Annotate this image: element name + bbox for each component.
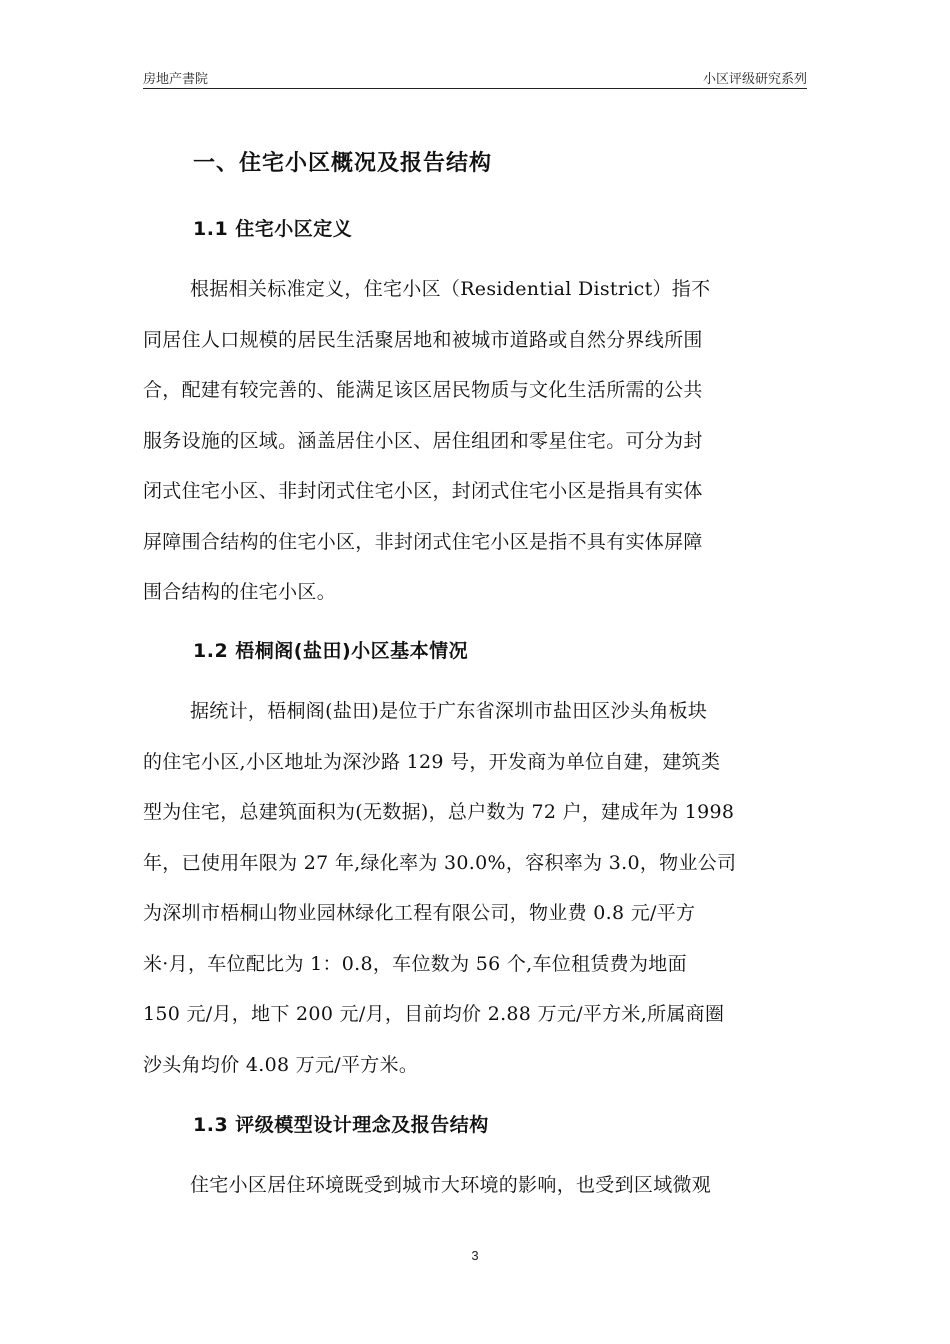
- section-heading-1-3: 1.3 评级模型设计理念及报告结构: [193, 1114, 489, 1136]
- paragraph-line: 据统计，梧桐阁(盐田)是位于广东省深圳市盐田区沙头角板块: [190, 700, 708, 722]
- paragraph-line: 同居住人口规模的居民生活聚居地和被城市道路或自然分界线所围: [143, 328, 703, 351]
- paragraph-line: 沙头角均价 4.08 万元/平方米。: [143, 1053, 419, 1076]
- header-divider: [143, 88, 807, 89]
- paragraph-line: 的住宅小区,小区地址为深沙路 129 号，开发商为单位自建，建筑类: [143, 750, 721, 773]
- paragraph-line: 闭式住宅小区、非封闭式住宅小区，封闭式住宅小区是指具有实体: [143, 480, 703, 502]
- paragraph-line: 150 元/月，地下 200 元/月，目前均价 2.88 万元/平方米,所属商圈: [143, 1003, 725, 1025]
- section-heading-1-1: 1.1 住宅小区定义: [193, 218, 353, 240]
- paragraph-line: 型为住宅，总建筑面积为(无数据)，总户数为 72 户，建成年为 1998: [143, 801, 735, 823]
- paragraph-line: 为深圳市梧桐山物业园林绿化工程有限公司，物业费 0.8 元/平方: [143, 902, 696, 924]
- header-series: 小区评级研究系列: [702, 72, 807, 87]
- paragraph-line: 根据相关标准定义，住宅小区（Residential District）指不: [190, 278, 711, 300]
- paragraph-line: 围合结构的住宅小区。: [143, 581, 337, 603]
- page-header: [143, 66, 807, 88]
- paragraph-line: 屏障围合结构的住宅小区，非封闭式住宅小区是指不具有实体屏障: [143, 530, 703, 553]
- section-heading-1-2: 1.2 梧桐阁(盐田)小区基本情况: [193, 640, 469, 662]
- section-paragraph-1-1: [143, 264, 807, 618]
- header-publisher: 房地产書院: [143, 72, 209, 87]
- paragraph-line: 住宅小区居住环境既受到城市大环境的影响，也受到区域微观: [190, 1174, 712, 1196]
- paragraph-line: 年，已使用年限为 27 年,绿化率为 30.0%，容积率为 3.0，物业公司: [143, 851, 737, 874]
- section-paragraph-1-3: [143, 1160, 807, 1211]
- paragraph-line: 服务设施的区域。涵盖居住小区、居住组团和零星住宅。可分为封: [143, 429, 703, 452]
- page-number: 3: [471, 1248, 479, 1263]
- paragraph-line: 米·月，车位配比为 1：0.8，车位数为 56 个,车位租赁费为地面: [143, 952, 687, 975]
- chapter-title: 一、住宅小区概况及报告结构: [193, 151, 493, 176]
- section-paragraph-1-2: [143, 686, 807, 1090]
- paragraph-line: 合，配建有较完善的、能满足该区居民物质与文化生活所需的公共: [143, 379, 703, 401]
